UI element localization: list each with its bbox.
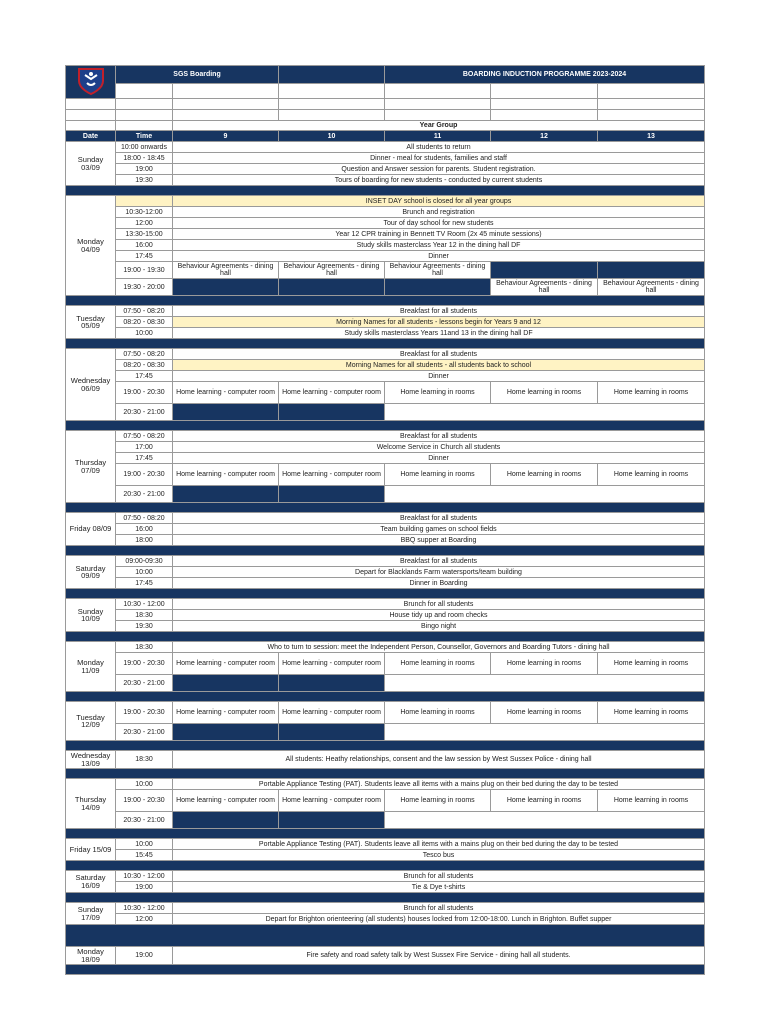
day-separator-bar <box>66 421 705 431</box>
schedule-row <box>66 535 705 546</box>
year-activity-cell <box>385 279 491 296</box>
day-separator-bar <box>66 769 705 779</box>
empty-cell <box>66 110 116 121</box>
day-date-cell: Tuesday 12/09 <box>66 702 116 741</box>
schedule-row <box>66 464 705 486</box>
year-activity-cell: Home learning - computer room <box>279 464 385 486</box>
day-date-cell: Wednesday 06/09 <box>66 349 116 421</box>
time-cell: 19:00 - 19:30 <box>116 262 173 279</box>
all-years-activity: Tie & Dye t-shirts <box>173 882 705 893</box>
year-activity-cell: Behaviour Agreements - dining hall <box>491 279 598 296</box>
year-activity-cell: Home learning - computer room <box>279 790 385 812</box>
all-years-activity: Who to turn to session: meet the Independent Person, Counsellor, Governors and Boarding Tutors - dining hall <box>173 642 705 653</box>
day-date-cell: Saturday 09/09 <box>66 556 116 589</box>
time-cell: 07:50 - 08:20 <box>116 306 173 317</box>
schedule-row <box>66 207 705 218</box>
blank-span <box>385 812 705 829</box>
empty-cell <box>491 83 598 98</box>
year-activity-cell <box>173 724 279 741</box>
all-years-activity: Depart for Brighton orienteering (all students) houses locked from 12:00-18:00. Lunch in Brighton. Buffet supper <box>173 914 705 925</box>
time-cell: 19:00 - 20:30 <box>116 702 173 724</box>
time-cell: 19:00 - 20:30 <box>116 382 173 404</box>
time-cell: 18:00 <box>116 535 173 546</box>
day-date-cell: Monday 11/09 <box>66 642 116 692</box>
all-years-activity: Year 12 CPR training in Bennett TV Room (2x 45 minute sessions) <box>173 229 705 240</box>
blank-span <box>385 486 705 503</box>
year-group-row <box>66 121 705 131</box>
schedule-row <box>66 431 705 442</box>
date-column-header: Date <box>66 131 116 142</box>
day-separator-bar <box>66 186 705 196</box>
day-separator <box>66 925 705 947</box>
time-cell: 07:50 - 08:20 <box>116 431 173 442</box>
all-years-activity: Breakfast for all students <box>173 513 705 524</box>
schedule-row <box>66 371 705 382</box>
all-years-activity: Tesco bus <box>173 850 705 861</box>
time-cell: 16:00 <box>116 524 173 535</box>
schedule-row <box>66 724 705 741</box>
schedule-row <box>66 751 705 769</box>
year-activity-cell: Home learning in rooms <box>598 382 705 404</box>
day-separator-bar <box>66 861 705 871</box>
time-cell: 07:50 - 08:20 <box>116 349 173 360</box>
all-years-activity: Question and Answer session for parents. Student registration. <box>173 164 705 175</box>
schedule-row <box>66 404 705 421</box>
schedule-row <box>66 153 705 164</box>
year-activity-cell: Home learning in rooms <box>385 464 491 486</box>
all-years-activity: Breakfast for all students <box>173 349 705 360</box>
time-cell: 20:30 - 21:00 <box>116 404 173 421</box>
year-activity-cell: Home learning - computer room <box>173 790 279 812</box>
empty-cell <box>66 99 116 110</box>
day-separator-bar <box>66 741 705 751</box>
year-group-label: Year Group <box>173 121 705 131</box>
schedule-row <box>66 812 705 829</box>
logo-cell <box>66 66 116 99</box>
schedule-row <box>66 702 705 724</box>
time-cell: 10:30 - 12:00 <box>116 599 173 610</box>
day-date-cell: Monday 04/09 <box>66 196 116 296</box>
empty-cell <box>116 83 173 98</box>
all-years-activity: Study skills masterclass Years 11and 13 in the dining hall DF <box>173 328 705 339</box>
org-name: SGS Boarding <box>116 66 279 84</box>
schedule-row <box>66 240 705 251</box>
all-years-activity: Brunch and registration <box>173 207 705 218</box>
time-cell <box>116 196 173 207</box>
day-separator <box>66 421 705 431</box>
time-cell: 10:30-12:00 <box>116 207 173 218</box>
year-activity-cell <box>491 262 598 279</box>
year-activity-cell <box>279 404 385 421</box>
year-activity-cell: Home learning in rooms <box>598 702 705 724</box>
all-years-activity: Portable Appliance Testing (PAT). Students leave all items with a mains plug on their bed during the day to be tested <box>173 779 705 790</box>
schedule-row <box>66 486 705 503</box>
empty-cell <box>116 121 173 131</box>
schedule-row <box>66 513 705 524</box>
day-date-cell: Sunday 10/09 <box>66 599 116 632</box>
blank-row <box>66 83 705 98</box>
schedule-row <box>66 779 705 790</box>
year-activity-cell: Home learning in rooms <box>491 382 598 404</box>
time-cell: 18:30 <box>116 610 173 621</box>
schedule-row <box>66 164 705 175</box>
empty-cell <box>279 110 385 121</box>
schedule-row <box>66 142 705 153</box>
all-years-activity: Tour of day school for new students <box>173 218 705 229</box>
empty-cell <box>491 110 598 121</box>
day-separator <box>66 965 705 975</box>
day-date-cell: Friday 08/09 <box>66 513 116 546</box>
time-cell: 20:30 - 21:00 <box>116 675 173 692</box>
all-years-activity: Dinner <box>173 251 705 262</box>
year-activity-cell: Home learning - computer room <box>173 653 279 675</box>
day-separator-bar <box>66 503 705 513</box>
time-cell: 10:00 <box>116 567 173 578</box>
all-years-activity: Welcome Service in Church all students <box>173 442 705 453</box>
year-activity-cell: Home learning - computer room <box>173 702 279 724</box>
time-cell: 18:00 - 18:45 <box>116 153 173 164</box>
all-years-activity: Study skills masterclass Year 12 in the dining hall DF <box>173 240 705 251</box>
year-activity-cell <box>173 675 279 692</box>
time-cell: 12:00 <box>116 218 173 229</box>
day-separator-bar <box>66 925 705 947</box>
day-separator-bar <box>66 339 705 349</box>
all-years-activity: House tidy up and room checks <box>173 610 705 621</box>
year-activity-cell: Behaviour Agreements - dining hall <box>279 262 385 279</box>
time-cell: 15:45 <box>116 850 173 861</box>
blank-row <box>66 110 705 121</box>
year-activity-cell: Home learning - computer room <box>279 382 385 404</box>
all-years-activity: Portable Appliance Testing (PAT). Students leave all items with a mains plug on their bed during the day to be tested <box>173 839 705 850</box>
time-cell: 19:30 <box>116 621 173 632</box>
day-separator <box>66 829 705 839</box>
day-date-cell: Monday 18/09 <box>66 947 116 965</box>
year-activity-cell: Behaviour Agreements - dining hall <box>385 262 491 279</box>
year-activity-cell <box>279 279 385 296</box>
time-cell: 08:20 - 08:30 <box>116 360 173 371</box>
programme-title: BOARDING INDUCTION PROGRAMME 2023-2024 <box>385 66 705 84</box>
time-cell: 19:00 - 20:30 <box>116 464 173 486</box>
day-separator <box>66 296 705 306</box>
year-activity-cell <box>598 262 705 279</box>
year-activity-cell <box>173 486 279 503</box>
day-separator-bar <box>66 632 705 642</box>
day-date-cell: Friday 15/09 <box>66 839 116 861</box>
schedule-row <box>66 914 705 925</box>
schedule-row <box>66 675 705 692</box>
day-separator <box>66 546 705 556</box>
time-cell: 17:45 <box>116 251 173 262</box>
all-years-activity: Breakfast for all students <box>173 306 705 317</box>
schedule-row <box>66 382 705 404</box>
day-date-cell: Wednesday 13/09 <box>66 751 116 769</box>
day-date-cell: Saturday 16/09 <box>66 871 116 893</box>
year-activity-cell: Home learning in rooms <box>385 790 491 812</box>
time-cell: 10:30 - 12:00 <box>116 903 173 914</box>
time-cell: 16:00 <box>116 240 173 251</box>
schedule-row <box>66 850 705 861</box>
year-activity-cell: Home learning in rooms <box>491 464 598 486</box>
time-cell: 19:30 <box>116 175 173 186</box>
schedule-row <box>66 903 705 914</box>
empty-cell <box>598 99 705 110</box>
year-activity-cell <box>279 724 385 741</box>
blank-span <box>385 675 705 692</box>
day-separator <box>66 186 705 196</box>
schedule-row <box>66 317 705 328</box>
year-activity-cell <box>279 486 385 503</box>
schedule-row <box>66 524 705 535</box>
schedule-row <box>66 790 705 812</box>
year-column-header: 11 <box>385 131 491 142</box>
day-separator <box>66 741 705 751</box>
time-cell: 19:00 - 20:30 <box>116 653 173 675</box>
shield-crest-icon <box>75 66 107 96</box>
schedule-row <box>66 306 705 317</box>
empty-cell <box>598 110 705 121</box>
year-activity-cell: Home learning in rooms <box>598 464 705 486</box>
year-activity-cell: Home learning in rooms <box>598 653 705 675</box>
schedule-row <box>66 262 705 279</box>
year-activity-cell: Home learning in rooms <box>491 653 598 675</box>
year-activity-cell <box>279 675 385 692</box>
time-cell: 18:30 <box>116 751 173 769</box>
empty-cell <box>279 83 385 98</box>
day-separator <box>66 503 705 513</box>
schedule-row <box>66 349 705 360</box>
empty-cell <box>279 99 385 110</box>
day-separator <box>66 893 705 903</box>
time-cell: 20:30 - 21:00 <box>116 812 173 829</box>
day-date-cell: Sunday 03/09 <box>66 142 116 186</box>
time-cell: 12:00 <box>116 914 173 925</box>
year-activity-cell: Home learning in rooms <box>385 653 491 675</box>
time-cell: 19:00 <box>116 164 173 175</box>
all-years-activity: Morning Names for all students - lessons begin for Years 9 and 12 <box>173 317 705 328</box>
schedule-row <box>66 567 705 578</box>
time-cell: 07:50 - 08:20 <box>116 513 173 524</box>
time-cell: 10:00 <box>116 328 173 339</box>
year-activity-cell <box>173 404 279 421</box>
schedule-row <box>66 229 705 240</box>
empty-cell <box>385 83 491 98</box>
year-activity-cell <box>173 279 279 296</box>
day-date-cell: Tuesday 05/09 <box>66 306 116 339</box>
year-column-header: 9 <box>173 131 279 142</box>
year-activity-cell: Home learning in rooms <box>598 790 705 812</box>
schedule-row <box>66 642 705 653</box>
all-years-activity: Bingo night <box>173 621 705 632</box>
schedule-row <box>66 453 705 464</box>
time-cell: 17:45 <box>116 371 173 382</box>
time-cell: 10:00 <box>116 839 173 850</box>
day-date-cell: Sunday 17/09 <box>66 903 116 925</box>
day-date-cell: Thursday 07/09 <box>66 431 116 503</box>
all-years-activity: All students to return <box>173 142 705 153</box>
time-cell: 17:00 <box>116 442 173 453</box>
time-cell: 19:00 - 20:30 <box>116 790 173 812</box>
schedule-row <box>66 882 705 893</box>
all-years-activity: Brunch for all students <box>173 871 705 882</box>
year-activity-cell: Home learning - computer room <box>173 464 279 486</box>
all-years-activity: All students: Heathy relationships, consent and the law session by West Sussex Police - dining hall <box>173 751 705 769</box>
all-years-activity: Depart for Blacklands Farm watersports/team building <box>173 567 705 578</box>
day-separator <box>66 339 705 349</box>
year-activity-cell: Home learning - computer room <box>279 702 385 724</box>
time-cell: 20:30 - 21:00 <box>116 724 173 741</box>
schedule-row <box>66 196 705 207</box>
all-years-activity: INSET DAY school is closed for all year groups <box>173 196 705 207</box>
year-activity-cell <box>173 812 279 829</box>
year-activity-cell: Behaviour Agreements - dining hall <box>598 279 705 296</box>
time-cell: 10:00 <box>116 779 173 790</box>
time-cell: 10:30 - 12:00 <box>116 871 173 882</box>
all-years-activity: Breakfast for all students <box>173 431 705 442</box>
empty-cell <box>173 110 279 121</box>
all-years-activity: Team building games on school fields <box>173 524 705 535</box>
empty-cell <box>491 99 598 110</box>
day-separator <box>66 769 705 779</box>
empty-cell <box>385 110 491 121</box>
empty-cell <box>385 99 491 110</box>
year-activity-cell: Home learning - computer room <box>279 653 385 675</box>
time-cell: 19:00 <box>116 882 173 893</box>
year-column-header: 12 <box>491 131 598 142</box>
all-years-activity: BBQ supper at Boarding <box>173 535 705 546</box>
day-separator-bar <box>66 589 705 599</box>
time-cell: 18:30 <box>116 642 173 653</box>
schedule-row <box>66 556 705 567</box>
year-activity-cell: Home learning in rooms <box>385 382 491 404</box>
time-cell: 13:30-15:00 <box>116 229 173 240</box>
day-separator-bar <box>66 546 705 556</box>
year-column-header: 13 <box>598 131 705 142</box>
schedule-row <box>66 175 705 186</box>
schedule-row <box>66 947 705 965</box>
schedule-row <box>66 610 705 621</box>
day-separator-bar <box>66 296 705 306</box>
all-years-activity: Fire safety and road safety talk by West Sussex Fire Service - dining hall all students. <box>173 947 705 965</box>
blank-span <box>385 404 705 421</box>
time-cell: 17:45 <box>116 578 173 589</box>
schedule-row <box>66 621 705 632</box>
table-body <box>66 66 705 975</box>
empty-cell <box>116 99 173 110</box>
empty-cell <box>116 110 173 121</box>
column-header-row <box>66 131 705 142</box>
time-cell: 09:00-09:30 <box>116 556 173 567</box>
day-separator-bar <box>66 893 705 903</box>
day-separator-bar <box>66 829 705 839</box>
year-activity-cell: Behaviour Agreements - dining hall <box>173 262 279 279</box>
header-row <box>66 66 705 84</box>
schedule-row <box>66 218 705 229</box>
all-years-activity: Brunch for all students <box>173 903 705 914</box>
header-spacer <box>279 66 385 84</box>
year-activity-cell: Home learning in rooms <box>491 790 598 812</box>
day-separator <box>66 692 705 702</box>
day-separator <box>66 589 705 599</box>
schedule-row <box>66 871 705 882</box>
schedule-row <box>66 251 705 262</box>
schedule-row <box>66 279 705 296</box>
empty-cell <box>66 121 116 131</box>
time-cell: 17:45 <box>116 453 173 464</box>
day-separator-bar <box>66 692 705 702</box>
blank-span <box>385 724 705 741</box>
time-cell: 19:30 - 20:00 <box>116 279 173 296</box>
schedule-row <box>66 442 705 453</box>
year-activity-cell: Home learning in rooms <box>491 702 598 724</box>
year-activity-cell <box>279 812 385 829</box>
schedule-row <box>66 653 705 675</box>
schedule-row <box>66 578 705 589</box>
empty-cell <box>173 99 279 110</box>
all-years-activity: Brunch for all students <box>173 599 705 610</box>
time-cell: 08:20 - 08:30 <box>116 317 173 328</box>
induction-programme-table <box>65 65 705 975</box>
year-column-header: 10 <box>279 131 385 142</box>
schedule-row <box>66 839 705 850</box>
year-activity-cell: Home learning in rooms <box>385 702 491 724</box>
day-separator-bar <box>66 965 705 975</box>
time-column-header: Time <box>116 131 173 142</box>
all-years-activity: Dinner - meal for students, families and staff <box>173 153 705 164</box>
all-years-activity: Dinner <box>173 371 705 382</box>
schedule-row <box>66 328 705 339</box>
all-years-activity: Tours of boarding for new students - conducted by current students <box>173 175 705 186</box>
all-years-activity: Breakfast for all students <box>173 556 705 567</box>
day-separator <box>66 632 705 642</box>
all-years-activity: Dinner in Boarding <box>173 578 705 589</box>
time-cell: 20:30 - 21:00 <box>116 486 173 503</box>
year-activity-cell: Home learning - computer room <box>173 382 279 404</box>
time-cell: 10:00 onwards <box>116 142 173 153</box>
empty-cell <box>598 83 705 98</box>
day-date-cell: Thursday 14/09 <box>66 779 116 829</box>
all-years-activity: Dinner <box>173 453 705 464</box>
schedule-row <box>66 599 705 610</box>
time-cell: 19:00 <box>116 947 173 965</box>
all-years-activity: Morning Names for all students - all students back to school <box>173 360 705 371</box>
schedule-row <box>66 360 705 371</box>
empty-cell <box>173 83 279 98</box>
day-separator <box>66 861 705 871</box>
blank-row <box>66 99 705 110</box>
